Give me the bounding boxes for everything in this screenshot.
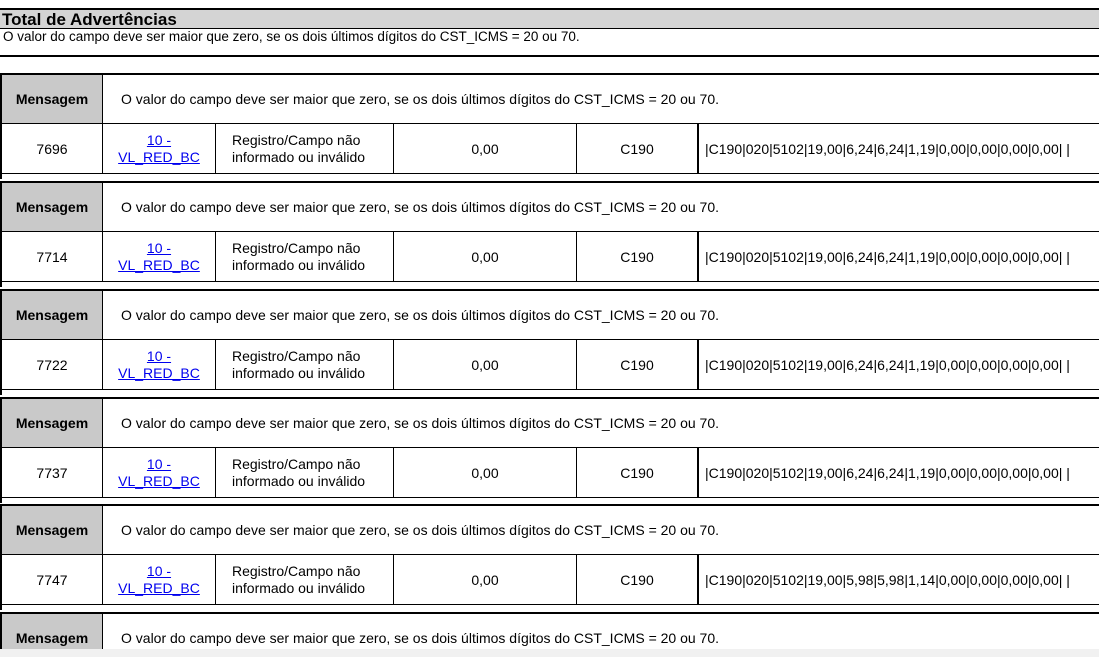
message-label: Mensagem <box>2 75 103 123</box>
status-cell <box>216 232 394 281</box>
message-text: O valor do campo deve ser maior que zero, se os dois últimos dígitos do CST_ICMS = 20 ou 70. <box>121 307 720 323</box>
horizontal-scrollbar-area[interactable] <box>0 649 1099 657</box>
field-link-name[interactable]: VL_RED_BC <box>118 472 200 489</box>
message-row <box>2 291 1099 340</box>
summary-text: O valor do campo deve ser maior que zero, se os dois últimos dígitos do CST_ICMS = 20 ou 70. <box>0 29 1099 57</box>
message-label: Mensagem <box>2 183 103 231</box>
field-cell <box>103 555 216 604</box>
line-number: 7747 <box>2 555 103 604</box>
field-link-name[interactable]: VL_RED_BC <box>118 579 200 596</box>
status-line-1: Registro/Campo não <box>232 347 361 364</box>
register-cell: C190 <box>577 124 699 173</box>
message-text: O valor do campo deve ser maior que zero, se os dois últimos dígitos do CST_ICMS = 20 ou 70. <box>121 522 720 538</box>
message-row <box>2 183 1099 232</box>
record-content-cell: |C190|020|5102|19,00|6,24|6,24|1,19|0,00|0,00|0,00|0,00| | <box>705 464 1070 481</box>
status-line-1: Registro/Campo não <box>232 239 361 256</box>
value-cell: 0,00 <box>394 340 577 389</box>
message-row <box>2 399 1099 448</box>
warning-block <box>0 289 1099 395</box>
message-text: O valor do campo deve ser maior que zero, se os dois últimos dígitos do CST_ICMS = 20 ou 70. <box>121 199 720 215</box>
warning-block <box>0 73 1099 179</box>
warning-block <box>0 397 1099 503</box>
field-link-number[interactable]: 10 - <box>146 562 172 579</box>
value-cell: 0,00 <box>394 555 577 604</box>
message-label: Mensagem <box>2 614 103 649</box>
field-link[interactable] <box>118 132 200 166</box>
field-link-number[interactable]: 10 - <box>146 131 172 148</box>
message-text: O valor do campo deve ser maior que zero, se os dois últimos dígitos do CST_ICMS = 20 ou 70. <box>121 415 720 431</box>
line-number: 7722 <box>2 340 103 389</box>
status-cell <box>216 340 394 389</box>
field-cell <box>103 232 216 281</box>
table-row <box>2 448 1099 498</box>
warning-block <box>0 181 1099 287</box>
warning-block <box>0 504 1099 610</box>
line-number: 7714 <box>2 232 103 281</box>
table-row <box>2 232 1099 282</box>
table-row <box>2 124 1099 174</box>
field-link-number[interactable]: 10 - <box>146 239 172 256</box>
value-cell: 0,00 <box>394 232 577 281</box>
status-line-2: informado ou inválido <box>232 472 366 489</box>
warning-block-partial <box>0 612 1099 649</box>
table-row <box>2 555 1099 605</box>
register-cell: C190 <box>577 448 699 497</box>
field-link[interactable] <box>118 240 200 274</box>
field-link-name[interactable]: VL_RED_BC <box>118 364 200 381</box>
message-row <box>2 614 1099 649</box>
status-line-2: informado ou inválido <box>232 579 366 596</box>
message-label: Mensagem <box>2 506 103 554</box>
line-number: 7696 <box>2 124 103 173</box>
message-label: Mensagem <box>2 399 103 447</box>
field-cell <box>103 448 216 497</box>
register-cell: C190 <box>577 555 699 604</box>
value-cell: 0,00 <box>394 124 577 173</box>
field-link[interactable] <box>118 348 200 382</box>
field-link-name[interactable]: VL_RED_BC <box>118 148 200 165</box>
status-line-1: Registro/Campo não <box>232 455 361 472</box>
field-link-number[interactable]: 10 - <box>146 455 172 472</box>
section-title: Total de Advertências <box>0 8 1099 29</box>
message-text: O valor do campo deve ser maior que zero, se os dois últimos dígitos do CST_ICMS = 20 ou 70. <box>121 91 720 107</box>
register-cell: C190 <box>577 340 699 389</box>
status-cell <box>216 124 394 173</box>
message-text: O valor do campo deve ser maior que zero, se os dois últimos dígitos do CST_ICMS = 20 ou 70. <box>121 630 720 646</box>
field-link[interactable] <box>118 563 200 597</box>
status-line-2: informado ou inválido <box>232 148 366 165</box>
table-row <box>2 340 1099 390</box>
field-link-number[interactable]: 10 - <box>146 347 172 364</box>
status-line-2: informado ou inválido <box>232 364 366 381</box>
record-content-cell: |C190|020|5102|19,00|6,24|6,24|1,19|0,00|0,00|0,00|0,00| | <box>705 140 1070 157</box>
status-line-1: Registro/Campo não <box>232 131 361 148</box>
value-cell: 0,00 <box>394 448 577 497</box>
message-row <box>2 75 1099 124</box>
register-cell: C190 <box>577 232 699 281</box>
field-cell <box>103 340 216 389</box>
field-cell <box>103 124 216 173</box>
status-line-2: informado ou inválido <box>232 256 366 273</box>
message-row <box>2 506 1099 555</box>
status-cell <box>216 555 394 604</box>
record-content-cell: |C190|020|5102|19,00|6,24|6,24|1,19|0,00|0,00|0,00|0,00| | <box>705 356 1070 373</box>
message-label: Mensagem <box>2 291 103 339</box>
field-link-name[interactable]: VL_RED_BC <box>118 256 200 273</box>
line-number: 7737 <box>2 448 103 497</box>
status-cell <box>216 448 394 497</box>
field-link[interactable] <box>118 456 200 490</box>
record-content-cell: |C190|020|5102|19,00|5,98|5,98|1,14|0,00|0,00|0,00|0,00| | <box>705 571 1070 588</box>
status-line-1: Registro/Campo não <box>232 562 361 579</box>
record-content-cell: |C190|020|5102|19,00|6,24|6,24|1,19|0,00|0,00|0,00|0,00| | <box>705 248 1070 265</box>
